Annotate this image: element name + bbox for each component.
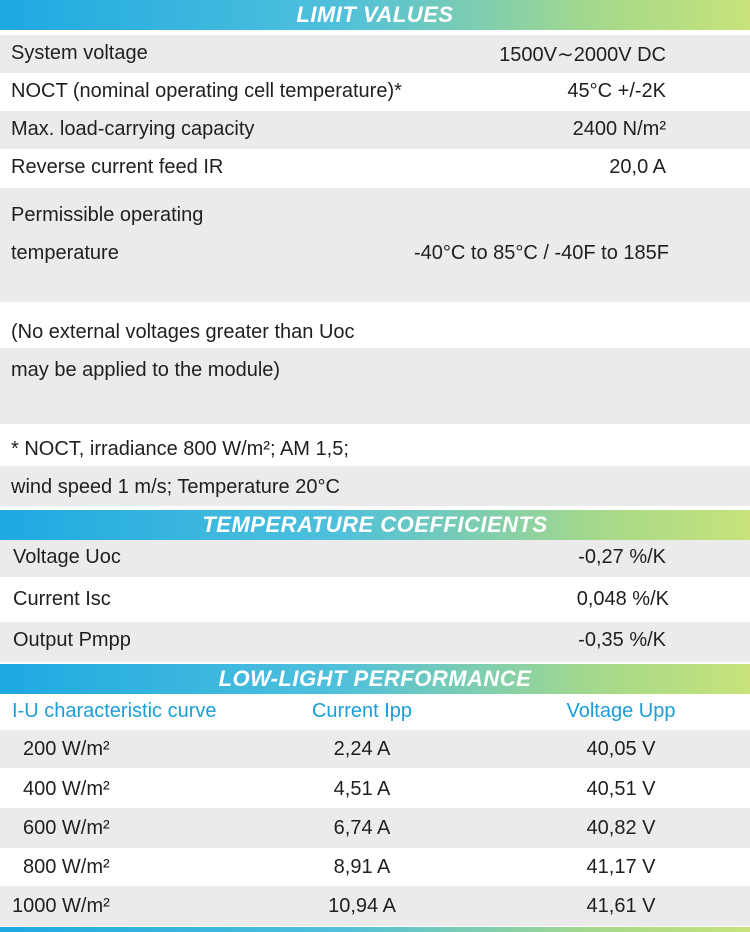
row-value: 45°C +/-2K <box>567 80 666 102</box>
row-label: temperature <box>11 242 119 264</box>
row-value: 1500V∼2000V DC <box>499 44 666 66</box>
voltage-cell: 41,61 V <box>586 895 656 917</box>
footnote-text: * NOCT, irradiance 800 W/m²; AM 1,5; <box>11 438 349 460</box>
footnote-text: wind speed 1 m/s; Temperature 20°C <box>11 476 340 498</box>
current-cell: 10,94 A <box>328 895 396 917</box>
current-cell: 6,74 A <box>333 817 391 839</box>
section-title: LOW-LIGHT PERFORMANCE <box>218 666 532 691</box>
voltage-cell: 40,82 V <box>586 817 656 839</box>
row-value: -0,35 %/K <box>578 629 666 651</box>
column-header-voltage: Voltage Upp <box>566 700 676 722</box>
row-value: -0,27 %/K <box>578 546 666 568</box>
row-label: Max. load-carrying capacity <box>11 118 255 140</box>
row-value: -40°C to 85°C / -40F to 185F <box>414 242 669 264</box>
row-value: 20,0 A <box>609 156 666 178</box>
irradiance-cell: 400 W/m² <box>23 778 110 800</box>
irradiance-cell: 200 W/m² <box>23 738 110 760</box>
irradiance-cell: 1000 W/m² <box>12 895 110 917</box>
voltage-cell: 40,05 V <box>586 738 656 760</box>
temperature-coefficients-header <box>0 510 750 540</box>
voltage-cell: 40,51 V <box>586 778 656 800</box>
bottom-band <box>0 927 750 932</box>
irradiance-cell: 600 W/m² <box>23 817 110 839</box>
current-cell: 2,24 A <box>333 738 391 760</box>
section-title: LIMIT VALUES <box>296 2 454 27</box>
row-label: Permissible operating <box>11 204 204 226</box>
limit-values-header <box>0 0 750 30</box>
current-cell: 4,51 A <box>333 778 391 800</box>
column-header-current: Current Ipp <box>311 700 413 722</box>
note-text: may be applied to the module) <box>11 359 281 381</box>
note-text: (No external voltages greater than Uoc <box>11 321 355 343</box>
section-title: TEMPERATURE COEFFICIENTS <box>202 512 548 537</box>
voltage-cell: 41,17 V <box>586 856 656 878</box>
row-label: NOCT (nominal operating cell temperature)* <box>11 80 402 102</box>
column-header-curve: I-U characteristic curve <box>12 700 217 722</box>
current-cell: 8,91 A <box>333 856 391 878</box>
row-value: 2400 N/m² <box>572 118 666 140</box>
row-label: Current Isc <box>13 588 111 610</box>
low-light-performance-header <box>0 664 750 694</box>
row-label: Reverse current feed IR <box>11 156 224 178</box>
row-label: Voltage Uoc <box>13 546 121 568</box>
row-label: System voltage <box>11 42 148 64</box>
row-value: 0,048 %/K <box>576 588 669 610</box>
row-label: Output Pmpp <box>13 629 131 651</box>
irradiance-cell: 800 W/m² <box>23 856 110 878</box>
